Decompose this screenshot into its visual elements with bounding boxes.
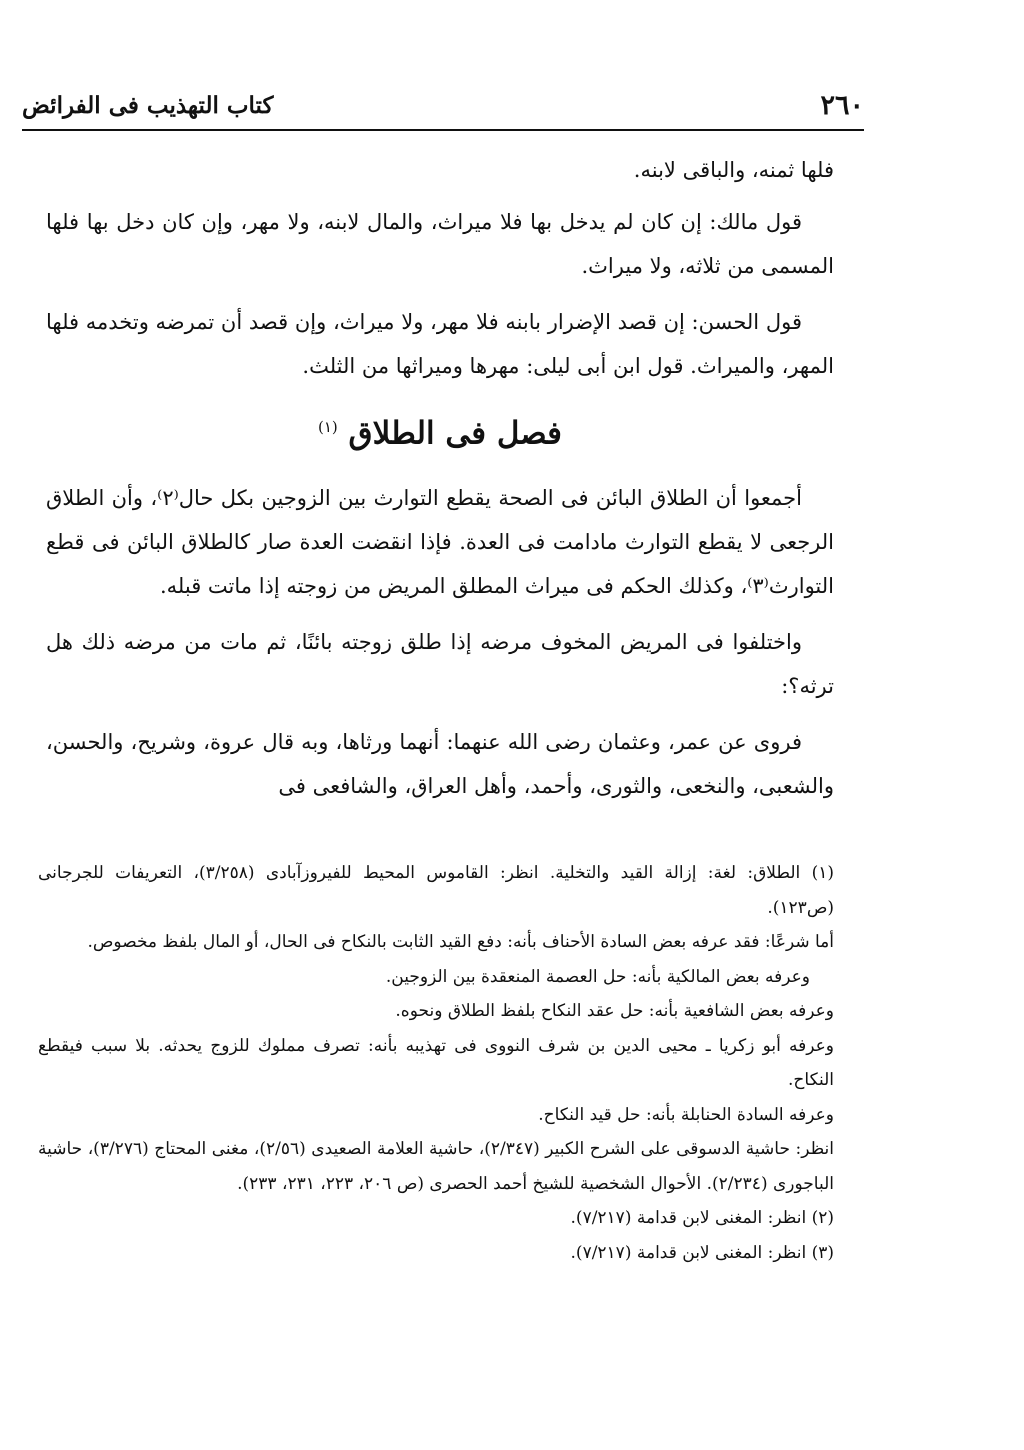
page-header [22,88,864,124]
page-number: ٢٦٠ [820,90,864,121]
section-heading [46,402,834,458]
footnote-1-continuation: وعرفه السادة الحنابلة بأنه: حل قيد النكاح. [538,1104,834,1125]
footnote-1: (١) الطلاق: لغة: إزالة القيد والتخلية. انظر: القاموس المحيط للفيروزآبادى (٣/٢٥٨)، التعريفات للجرجانى (ص١٢٣). [38,863,834,918]
footnote-2: (٢) انظر: المغنى لابن قدامة (٧/٢١٧). [570,1208,834,1228]
book-title: كتاب التهذيب فى الفرائض [22,92,274,119]
section-title: فصل فى الطلاق [348,415,563,452]
footnote-1-continuation: وعرفه أبو زكريا ـ محيى الدين بن شرف النووى فى تهذيبه بأنه: تصرف مملوك للزوج يحدثه. بلا سبب فيقطع النكاح. [38,1035,834,1090]
main-text [46,148,834,820]
header-divider [22,129,864,131]
paragraph: قول مالك: إن كان لم يدخل بها فلا ميراث، والمال لابنه، ولا مهر، وإن كان دخل بها فلها المسمى من ثلاثه، ولا ميراث. [46,210,834,278]
paragraph: قول الحسن: إن قصد الإضرار بابنه فلا مهر، ولا ميراث، وإن قصد أن تمرضه وتخدمه فلها المهر، والميراث. قول ابن أبى ليلى: مهرها وميراثها من الثلث. [46,310,834,378]
paragraph: فلها ثمنه، والباقى لابنه. [633,158,834,182]
footnote-1-continuation: وعرفه بعض الشافعية بأنه: حل عقد النكاح بلفظ الطلاق ونحوه. [395,1001,834,1021]
paragraph: فروى عن عمر، وعثمان رضى الله عنهما: أنهما ورثاها، وبه قال عروة، وشريح، والحسن، والشعبى، والنخعى، والثورى، وأحمد، وأهل العراق، والشافعى فى [46,730,834,799]
footnote-marker: (١) [317,418,338,436]
footnote-1-continuation: وعرفه بعض المالكية بأنه: حل العصمة المنعقدة بين الزوجين. [385,966,810,987]
footnote-3: (٣) انظر: المغنى لابن قدامة (٧/٢١٧). [570,1242,834,1263]
footnote-1-continuation: انظر: حاشية الدسوقى على الشرح الكبير (٢/٣٤٧)، حاشية العلامة الصعيدى (٢/٥٦)، مغنى المحتاج (٣/٢٧٦)، حاشية الباجورى (٢/٢٣٤). الأحوال الشخصية للشيخ أحمد الحصرى (ص ٢٠٦، ٢٢٣، ٢٣١، ٢٣٣). [38,1139,835,1194]
footnote-1-continuation: أما شرعًا: فقد عرفه بعض السادة الأحناف بأنه: دفع القيد الثابت بالنكاح فى الحال، أو المال بلفظ مخصوص. [87,932,834,952]
paragraph: أجمعوا أن الطلاق البائن فى الصحة يقطع التوارث بين الزوجين بكل حال⁽٢⁾، وأن الطلاق الرجعى لا يقطع التوارث مادامت فى العدة. فإذا انقضت العدة صار كالطلاق البائن فى قطع التوارث⁽٣⁾، وكذلك الحكم فى ميراث المطلق المريض من زوجته إذا ماتت قبله. [46,486,834,599]
footnotes [38,856,834,1270]
paragraph: واختلفوا فى المريض المخوف مرضه إذا طلق زوجته بائنًا، ثم مات من مرضه ذلك هل ترثه؟: [46,630,834,699]
